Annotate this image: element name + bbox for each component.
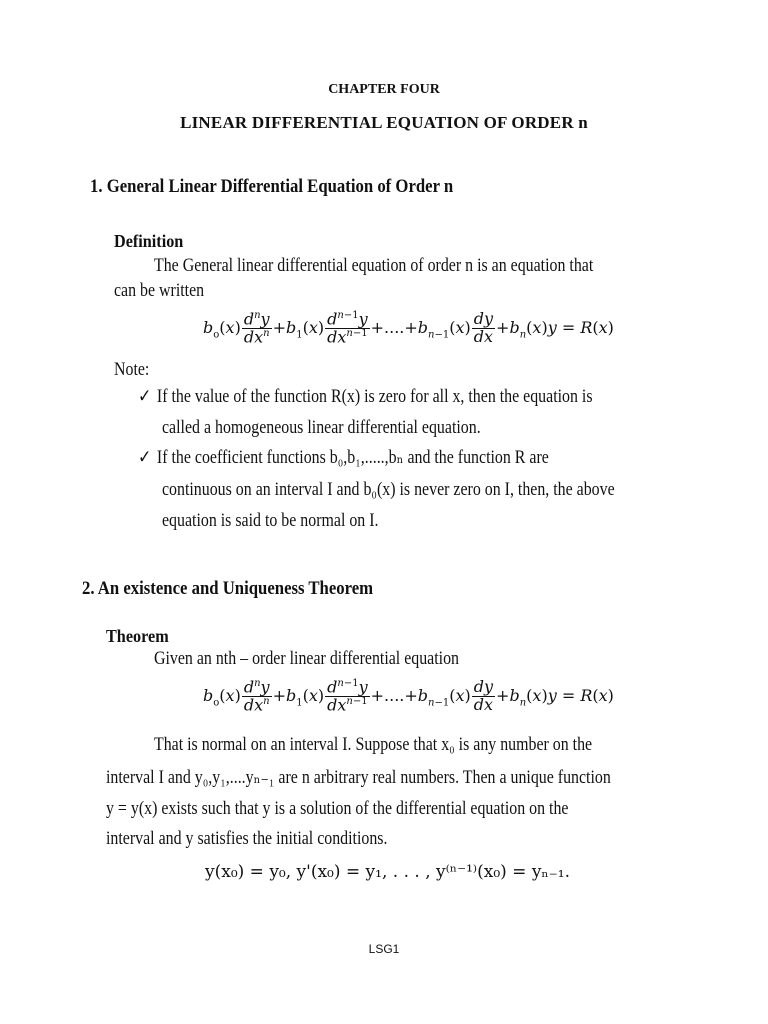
note-2-line-2: continuous on an interval I and b₀(x) is never zero on I, then, the above (162, 480, 615, 500)
note-2 (138, 447, 549, 469)
general-equation-2: $b_o(x)$ $\frac{d^ny}{dx^n}$ $+b_1(x)$ $\frac{d^{n-1}y}{dx^{n-1}}$ $+....+b_{n-1}(x)$ $\frac{dy}{dx}$ $+b_n(x)y = R(x)$ (203, 677, 614, 715)
definition-line-1: The General linear differential equation of order n is an equation that (154, 256, 594, 276)
section-2-number: 2. (82, 578, 95, 599)
theorem-line-3: interval I and y₀,y₁,....yₙ₋₁ are n arbitrary real numbers. Then a unique function (106, 768, 611, 788)
chapter-label: CHAPTER FOUR (328, 82, 440, 97)
theorem-line-4: y = y(x) exists such that y is a solution of the differential equation on the (106, 799, 569, 819)
theorem-line-1: Given an nth – order linear differential equation (154, 649, 459, 669)
note-1 (138, 386, 593, 408)
checkmark-icon: ✓ (138, 387, 152, 407)
section-2-heading (82, 578, 373, 600)
note-2-line-3: equation is said to be normal on I. (162, 511, 379, 531)
note-1-line-1: If the value of the function R(x) is zero for all x, then the equation is (156, 387, 593, 407)
section-1-number: 1. (90, 176, 103, 197)
note-2-line-1: If the coefficient functions b₀,b₁,.....,bₙ and the function R are (156, 448, 549, 468)
general-equation-1: $b_o(x)$ $\frac{d^ny}{dx^n}$ $+b_1(x)$ $\frac{d^{n-1}y}{dx^{n-1}}$ $+....+b_{n-1}(x)$ $\frac{dy}{dx}$ $+b_n(x)y = R(x)$ (203, 309, 614, 347)
section-1-title: General Linear Differential Equation of Order n (106, 176, 454, 197)
definition-label: Definition (114, 231, 184, 251)
section-2-title: An existence and Uniqueness Theorem (97, 578, 374, 599)
section-1-heading (90, 176, 453, 198)
note-label: Note: (114, 360, 150, 380)
page-footer: LSG1 (368, 942, 400, 956)
theorem-line-5: interval and y satisfies the initial conditions. (106, 829, 388, 849)
checkmark-icon: ✓ (138, 448, 152, 468)
note-1-line-2: called a homogeneous linear differential equation. (162, 418, 481, 438)
initial-conditions: y(x₀) = y₀, y'(x₀) = y₁, . . . , y⁽ⁿ⁻¹⁾(x₀) = yₙ₋₁. (205, 862, 570, 882)
page-title: LINEAR DIFFERENTIAL EQUATION OF ORDER n (180, 113, 588, 132)
theorem-label: Theorem (106, 626, 169, 646)
definition-line-2: can be written (114, 281, 205, 301)
theorem-line-2: That is normal on an interval I. Suppose that x₀ is any number on the (154, 735, 593, 755)
